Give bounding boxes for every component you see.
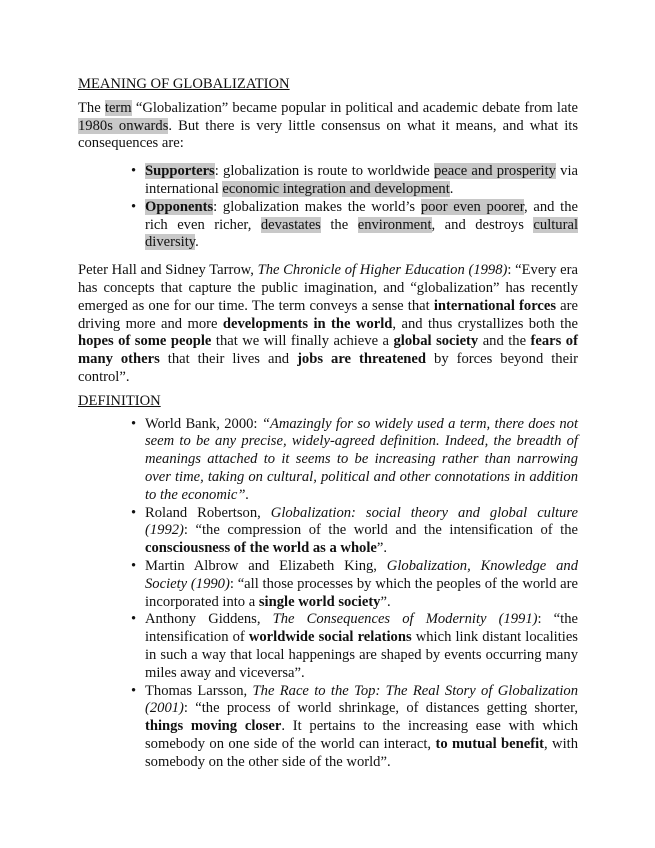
quote-bold: hopes of some people [78, 333, 212, 350]
supporters-label: Supporters [145, 163, 215, 180]
bullet-icon: • [131, 198, 137, 215]
quote-text: by forces beyond their control”. [78, 351, 578, 385]
list-item-supporters [131, 163, 578, 199]
definitions-list [131, 415, 578, 772]
quote-bold: international forces [433, 297, 557, 314]
definition-bold: worldwide social relations [248, 629, 412, 646]
definition-bold: single world society [258, 593, 381, 610]
list-item-albrow [131, 557, 578, 611]
quote-text: and the [478, 333, 531, 350]
bullet-icon: • [131, 557, 137, 574]
intro-text: . But there is very little consensus on what it means, and what its consequences are: [78, 117, 579, 152]
definition-quote: “Amazingly for so widely used a term, there does not seem to be any precise, widely-agreed definition. Indeed, the breadth of meanings attached to it seems to be increasing rather than narrowing over time, taking on cultural, political and other connotations in addition to the economic”. [145, 415, 578, 503]
quote-text: are driving more and more [78, 297, 578, 332]
definition-heading: DEFINITION [78, 392, 161, 409]
definition-source: Globalization: social theory and global culture (1992) [145, 504, 578, 539]
definition-text: : “the compression of the world and the intensification of the [183, 522, 578, 539]
supporters-text: via international [145, 163, 578, 197]
quote-source: The Chronicle of Higher Education (1998) [257, 262, 508, 279]
definition-text: which link distant localities in such a way that local happenings are shaped by events occurring many miles away and viceversa”. [145, 629, 578, 681]
opponents-text: the [320, 216, 358, 233]
quote-text: Peter Hall and Sidney Tarrow, [78, 262, 258, 279]
highlight-poor: poor even poorer [420, 198, 525, 215]
quote-bold: jobs are threatened [297, 351, 427, 368]
supporters-text: . [449, 180, 454, 197]
highlight-environment: environment [357, 216, 432, 233]
highlight-1980s: 1980s onwards [78, 117, 169, 134]
quote-bold: fears of many others [78, 333, 578, 368]
highlight-term: term [104, 99, 132, 116]
definition-text: ”. [380, 593, 391, 610]
definition-source: The Race to the Top: The Real Story of Globalization (2001) [145, 682, 578, 717]
opponents-text: , and destroys [431, 216, 534, 233]
quote-text: : “Every era has concepts that capture the public imagination, and “globalization” has recently emerged as one for our time. The term conveys a sense that [78, 262, 578, 314]
quote-paragraph [78, 262, 578, 387]
bullet-icon: • [131, 682, 137, 699]
supporters-text: : globalization is route to worldwide [214, 163, 434, 180]
opponents-label: Opponents [145, 198, 214, 215]
bullet-icon: • [131, 611, 137, 628]
definition-text: , with somebody on the other side of the world”. [145, 735, 578, 770]
intro-text: “Globalization” became popular in political and academic debate from late [131, 99, 578, 116]
opponents-text: : globalization makes the world’s [213, 198, 421, 215]
views-list [131, 163, 578, 252]
definition-author: Thomas Larsson, [145, 682, 253, 699]
highlight-devastates: devastates [260, 216, 321, 233]
list-item-robertson [131, 504, 578, 558]
intro-paragraph [78, 100, 578, 153]
document-content [78, 76, 578, 771]
definition-bold: consciousness of the world as a whole [145, 540, 377, 557]
intro-text: The [78, 99, 105, 116]
list-item-larsson [131, 682, 578, 772]
opponents-text: . [195, 234, 199, 251]
quote-bold: global society [393, 333, 479, 350]
definition-author: World Bank, 2000: [145, 415, 262, 432]
highlight-cultural: cultural diversity [145, 216, 578, 251]
definition-source: Globalization, Knowledge and Society (1990) [145, 557, 578, 592]
definition-author: Martin Albrow and Elizabeth King, [145, 557, 387, 574]
definition-text: ”. [376, 540, 388, 557]
opponents-text: , and the rich even richer, [145, 198, 578, 233]
definition-text: . It pertains to the increasing ease with which somebody on one side of the world can interact, [145, 718, 578, 752]
highlight-peace: peace and prosperity [433, 163, 556, 180]
list-item-worldbank [131, 415, 578, 505]
bullet-icon: • [131, 504, 137, 521]
definition-text: : “the intensification of [145, 611, 578, 646]
definition-author: Roland Robertson, [145, 504, 271, 521]
quote-bold: developments in the world [222, 315, 393, 332]
bullet-icon: • [131, 163, 137, 180]
quote-text: that their lives and [159, 351, 298, 368]
definition-bold: to mutual benefit [435, 735, 544, 752]
meaning-heading: MEANING OF GLOBALIZATION [78, 76, 290, 92]
definition-author: Anthony Giddens, [145, 611, 273, 628]
definition-bold: things moving closer [145, 718, 282, 735]
quote-text: , and thus crystallizes both the [392, 315, 579, 332]
quote-text: that we will finally achieve a [211, 333, 394, 350]
highlight-economic: economic integration and development [222, 180, 450, 197]
definition-source: The Consequences of Modernity (1991) [272, 611, 538, 628]
definition-text: : “all those processes by which the peoples of the world are incorporated into a [145, 575, 578, 610]
list-item-opponents [131, 198, 578, 252]
definition-text: : “the process of world shrinkage, of distances getting shorter, [183, 700, 578, 717]
bullet-icon: • [131, 415, 137, 432]
list-item-giddens [131, 611, 578, 682]
